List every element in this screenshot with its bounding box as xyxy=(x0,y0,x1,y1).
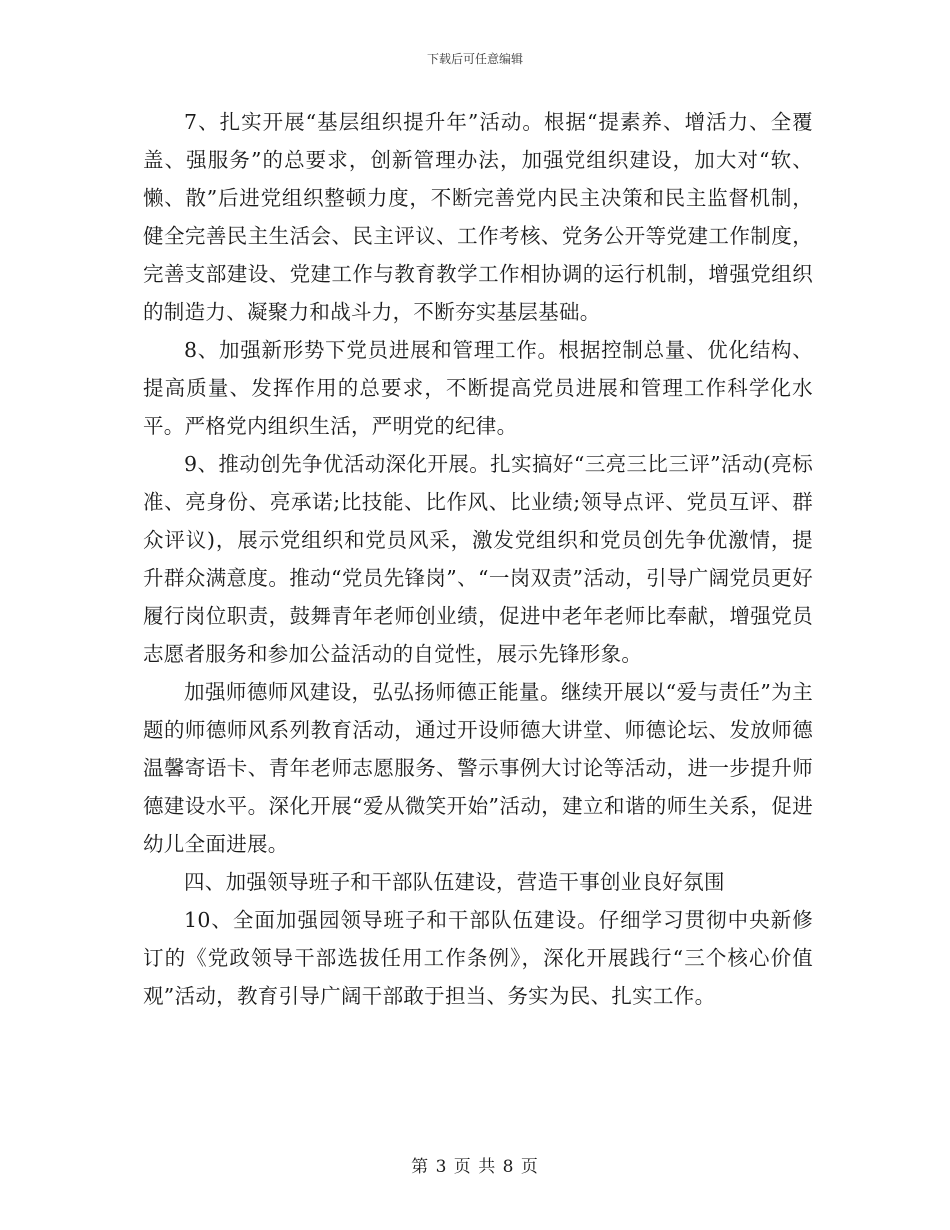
paragraph-item-10: 10、全面加强园领导班子和干部队伍建设。仔细学习贯彻中央新修订的《党政领导干部选拔任用工作条例》，深化开展践行“三个核心价值观”活动，教育引导广阔干部敢于担当、务实为民、扎实工作。 xyxy=(143,908,813,1008)
paragraph-item-9: 9、推动创先争优活动深化开展。扎实搞好“三亮三比三评”活动(亮标准、亮身份、亮承诺;比技能、比作风、比业绩;领导点评、党员互评、群众评议)，展示党组织和党员风采，激发党组织和党员创先争优激情，提升群众满意度。推动“党员先锋岗”、“一岗双责”活动，引导广阔党员更好履行岗位职责，鼓舞青年老师创业绩，促进中老年老师比奉献，增强党员志愿者服务和参加公益活动的自觉性，展示先锋形象。 xyxy=(143,452,813,666)
paragraph-item-7: 7、扎实开展“基层组织提升年”活动。根据“提素养、增活力、全覆盖、强服务”的总要求，创新管理办法，加强党组织建设，加大对“软、懒、散”后进党组织整顿力度，不断完善党内民主决策和民主监督机制，健全完善民主生活会、民主评议、工作考核、党务公开等党建工作制度，完善支部建设、党建工作与教育教学工作相协调的运行机制，增强党组织的制造力、凝聚力和战斗力，不断夯实基层基础。 xyxy=(143,110,813,324)
paragraph-item-8: 8、加强新形势下党员进展和管理工作。根据控制总量、优化结构、提高质量、发挥作用的总要求，不断提高党员进展和管理工作科学化水平。严格党内组织生活，严明党的纪律。 xyxy=(143,338,813,438)
document-body xyxy=(143,103,813,1015)
section-heading: 四、加强领导班子和干部队伍建设，营造干事创业良好氛围 xyxy=(184,870,725,894)
paragraph-teacher-ethics: 加强师德师风建设，弘弘扬师德正能量。继续开展以“爱与责任”为主题的师德师风系列教育活动，通过开设师德大讲堂、师德论坛、发放师德温馨寄语卡、青年老师志愿服务、警示事例大讨论等活动，进一步提升师德建设水平。深化开展“爱从微笑开始”活动，建立和谐的师生关系，促进幼儿全面进展。 xyxy=(143,680,813,856)
page-number-footer: 第 3 页 共 8 页 xyxy=(411,1157,539,1177)
page-header: 下载后可任意编辑 xyxy=(426,52,523,66)
